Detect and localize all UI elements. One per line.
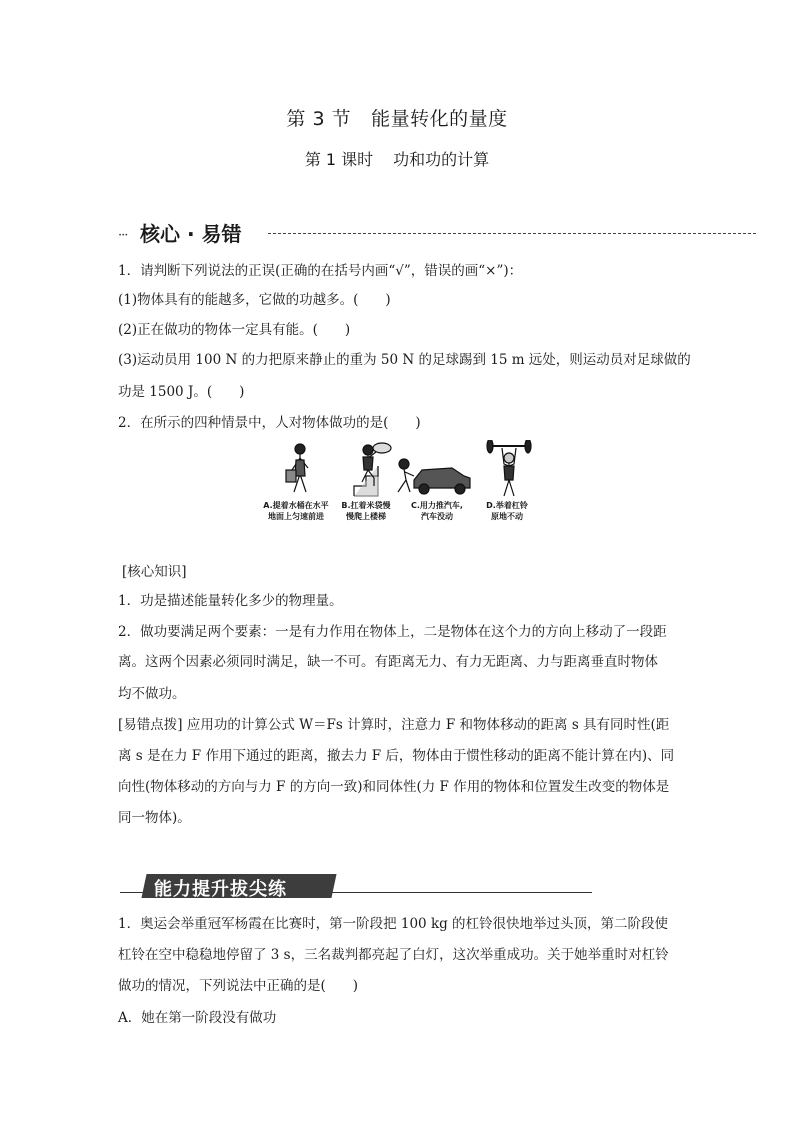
section-title [0, 104, 794, 131]
scene-c-caption: C.用力推汽车, 汽车没动 [411, 501, 463, 521]
error-tip-line-1: [易错点拨] 应用功的计算公式 W＝Fs 计算时，注意力 F 和物体移动的距离 s 具有同时性(距 [118, 717, 670, 733]
scene-d-caption: D.举着杠铃 原地不动 [486, 501, 528, 521]
knowledge-point-2-line-3: 均不做功。 [118, 686, 186, 702]
section-lead-dots: ··· [118, 228, 128, 243]
scene-b-stairs-climber-icon [354, 443, 391, 496]
ability-section-header [120, 872, 592, 900]
scene-c-car-pusher-icon [398, 459, 470, 494]
lesson-number: 第 1 课时 [304, 150, 374, 169]
scene-d-weightlifter-icon [487, 440, 531, 496]
practice-q1-line-1: 1．奥运会举重冠军杨霞在比赛时，第一阶段把 100 kg 的杠铃很快地举过头顶，第二阶段使 [118, 916, 669, 932]
core-knowledge-heading: [核心知识] [122, 564, 187, 580]
q1-item-1: (1)物体具有的能越多，它做的功越多。( ) [118, 292, 391, 308]
dashed-divider [268, 233, 756, 234]
scene-a-bucket-carrier-icon [286, 444, 308, 492]
knowledge-point-1: 1．功是描述能量转化多少的物理量。 [118, 593, 343, 609]
ability-section-label: 能力提升拔尖练 [154, 879, 287, 900]
section-number: 第 3 节 [286, 108, 352, 130]
error-tip-line-3: 向性(物体移动的方向与力 F 的方向一致)和同体性(力 F 作用的物体和位置发生改变的物体是 [118, 779, 670, 795]
practice-q1-option-a: A．她在第一阶段没有做功 [118, 1010, 277, 1026]
section-name: 能量转化的量度 [371, 108, 508, 130]
q1-stem: 1．请判断下列说法的正误(正确的在括号内画“√”，错误的画“×”)： [118, 263, 523, 279]
core-section-header [118, 218, 638, 246]
scene-a-caption: A.提着水桶在水平 地面上匀速前进 [263, 501, 329, 521]
q2-stem: 2．在所示的四种情景中，人对物体做功的是( ) [118, 415, 421, 431]
core-section-label: 核心 · 易错 [140, 222, 242, 246]
knowledge-point-2-line-2: 离。这两个因素必须同时满足，缺一不可。有距离无力、有力无距离、力与距离垂直时物体 [118, 654, 658, 670]
practice-q1-line-3: 做功的情况，下列说法中正确的是( ) [118, 978, 359, 994]
q1-item-2: (2)正在做功的物体一定具有能。( ) [118, 322, 351, 338]
q1-item-3-line-1: (3)运动员用 100 N 的力把原来静止的重为 50 N 的足球踢到 15 m 远处，则运动员对足球做的 [118, 352, 691, 368]
q1-item-3-line-2: 功是 1500 J。( ) [118, 384, 245, 400]
practice-q1-line-2: 杠铃在空中稳稳地停留了 3 s，三名裁判都亮起了白灯，这次举重成功。关于她举重时对杠铃 [118, 947, 669, 963]
error-tip-line-4: 同一物体)。 [118, 810, 191, 826]
lesson-title [0, 147, 794, 170]
knowledge-point-2-line-1: 2．做功要满足两个要素：一是有力作用在物体上，二是物体在这个力的方向上移动了一段距 [118, 624, 667, 640]
lesson-name: 功和功的计算 [393, 150, 490, 169]
scene-b-caption: B.扛着米袋慢 慢爬上楼梯 [341, 501, 391, 521]
error-tip-line-2: 离 s 是在力 F 作用下通过的距离，撤去力 F 后，物体由于惯性移动的距离不能计算在内)、同 [118, 748, 675, 764]
